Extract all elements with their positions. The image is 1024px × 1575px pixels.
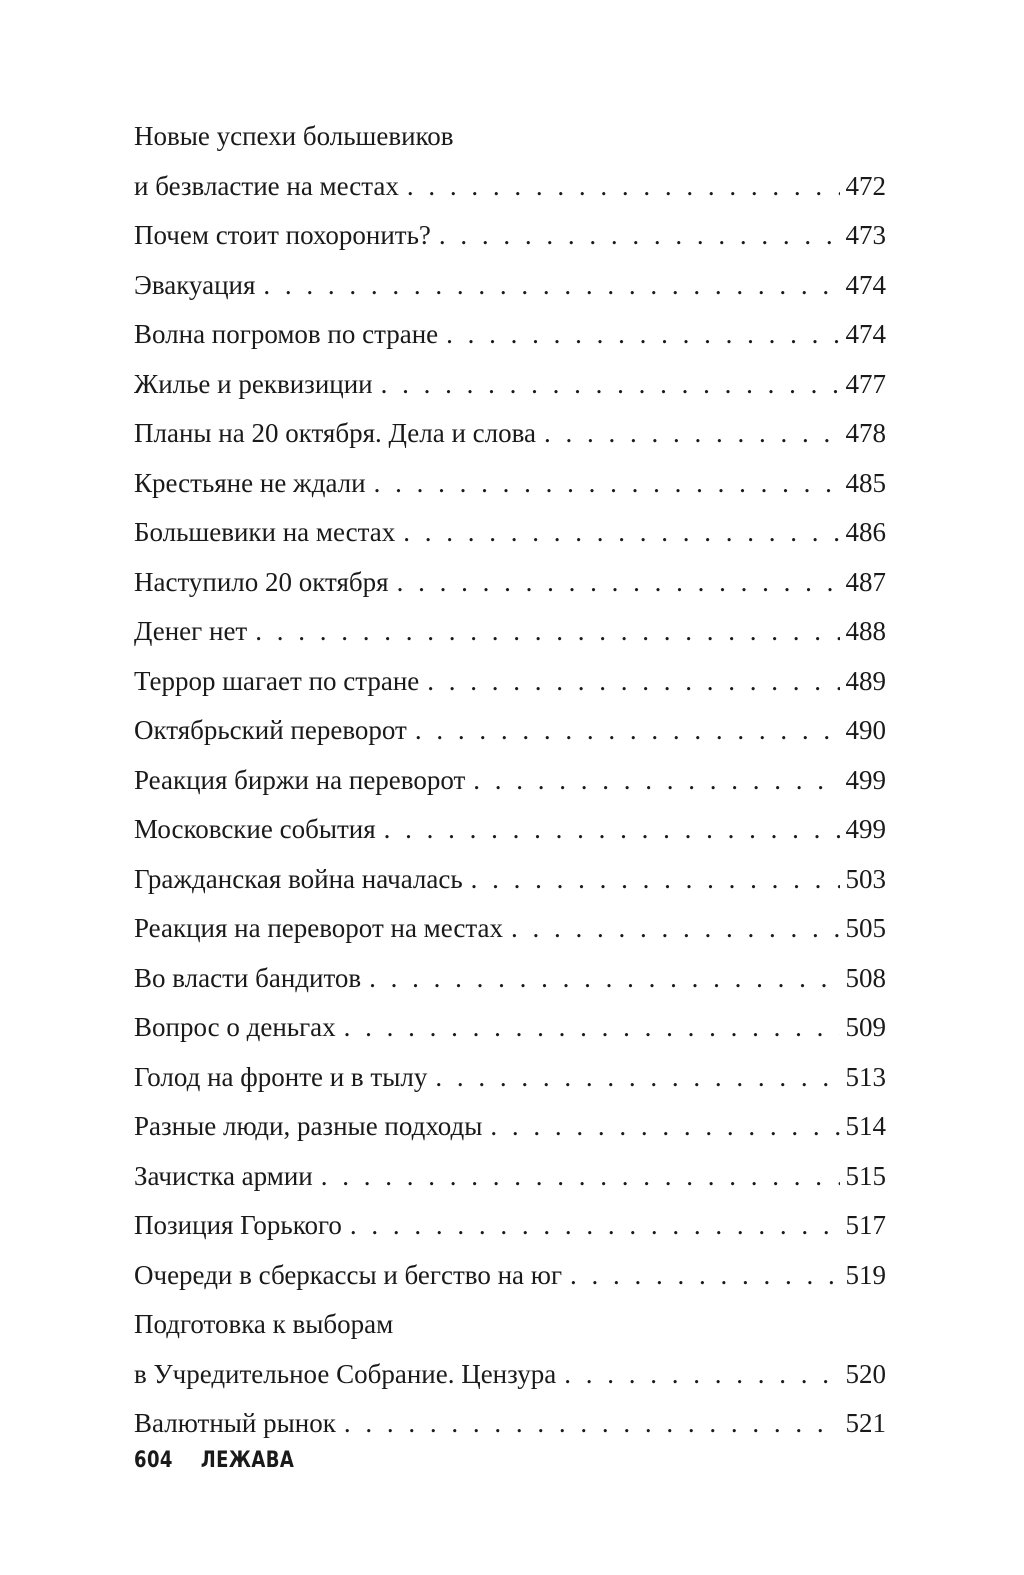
toc-entry	[134, 1102, 886, 1152]
toc-entry-line	[134, 756, 886, 806]
toc-entry-line	[134, 360, 886, 410]
toc-entry	[134, 855, 886, 905]
toc-entry-title: Позиция Горького	[134, 1210, 342, 1240]
toc-entry-page-number: 499	[845, 814, 886, 844]
toc-entry-title: Жилье и реквизиции	[134, 368, 373, 399]
toc-entry	[134, 1201, 886, 1251]
toc-entry-line	[134, 1152, 886, 1202]
toc-entry-title: Эвакуация	[134, 269, 256, 300]
dot-leader	[263, 261, 839, 311]
toc-entry-line	[134, 1053, 886, 1103]
toc-entry-page-number: 486	[845, 517, 886, 547]
dot-leader	[397, 558, 840, 608]
toc-entry-page-number: 515	[845, 1160, 886, 1191]
toc-entry-title: Очереди в сберкассы и бегство на юг	[134, 1259, 563, 1290]
toc-entry-page-number: 517	[845, 1210, 886, 1240]
dot-leader	[439, 211, 840, 261]
toc-entry	[134, 1251, 886, 1301]
toc-entry-page-number: 519	[845, 1259, 886, 1290]
toc-entry-title: Почем стоит похоронить?	[134, 220, 431, 250]
toc-entry-title: Московские события	[134, 814, 376, 844]
toc-entry-title: Разные люди, разные подходы	[134, 1111, 483, 1141]
dot-leader	[435, 1053, 839, 1103]
toc-entry-line	[134, 558, 886, 608]
toc-entry-title: Зачистка армии	[134, 1160, 313, 1191]
dot-leader	[369, 954, 839, 1004]
toc-entry-line	[134, 706, 886, 756]
toc-entry	[134, 805, 886, 855]
toc-entry-line	[134, 508, 886, 558]
toc-entry	[134, 211, 886, 261]
toc-entry	[134, 1003, 886, 1053]
toc-entry-line	[134, 805, 886, 855]
toc-entry-page-number: 472	[845, 170, 886, 201]
toc-entry-page-number: 474	[845, 269, 886, 300]
toc-entry-line	[134, 1003, 886, 1053]
page-footer	[134, 1448, 294, 1473]
toc-entry-title: Планы на 20 октября. Дела и слова	[134, 418, 536, 448]
toc-entry-title: в Учредительное Собрание. Цензура	[134, 1358, 557, 1389]
toc-entry-title: Реакция биржи на переворот	[134, 764, 466, 795]
toc-entry-line	[134, 310, 886, 360]
toc-entry-page-number: 509	[845, 1012, 886, 1042]
toc-entry-line	[134, 459, 886, 509]
dot-leader	[344, 1399, 840, 1449]
toc-entry	[134, 558, 886, 608]
toc-entry-title: Голод на фронте и в тылу	[134, 1061, 428, 1092]
dot-leader	[255, 607, 839, 657]
toc-entry-line	[134, 409, 886, 459]
toc-entry	[134, 112, 886, 211]
dot-leader	[415, 706, 840, 756]
dot-leader	[344, 1003, 840, 1053]
dot-leader	[381, 360, 840, 410]
toc-entry	[134, 261, 886, 311]
dot-leader	[374, 459, 840, 509]
toc-entry-title: Волна погромов по стране	[134, 319, 439, 349]
toc-entry-title: Октябрьский переворот	[134, 715, 407, 745]
toc-entry-line	[134, 1102, 886, 1152]
toc-entry-page-number: 505	[845, 913, 886, 943]
dot-leader	[544, 409, 840, 459]
toc-entry	[134, 607, 886, 657]
toc-entry	[134, 360, 886, 410]
footer-running-title: ЛЕЖАВА	[200, 1448, 295, 1473]
dot-leader	[407, 162, 840, 212]
dot-leader	[321, 1152, 840, 1202]
dot-leader	[473, 756, 839, 806]
dot-leader	[427, 657, 839, 707]
toc-entry-line	[134, 855, 886, 905]
dot-leader	[403, 508, 839, 558]
toc-entry-page-number: 473	[845, 220, 886, 250]
toc-entry	[134, 1300, 886, 1399]
toc-entry-page-number: 521	[845, 1408, 886, 1438]
toc-entry-page-number: 513	[845, 1061, 886, 1092]
dot-leader	[570, 1251, 839, 1301]
toc-entry-title: Новые успехи большевиков	[134, 121, 454, 151]
toc-entry-page-number: 477	[845, 368, 886, 399]
toc-entry-page-number: 485	[845, 467, 886, 498]
toc-entry-page-number: 489	[845, 665, 886, 696]
dot-leader	[384, 805, 840, 855]
dot-leader	[350, 1201, 840, 1251]
toc-entry-page-number: 503	[845, 863, 886, 894]
toc-entry	[134, 706, 886, 756]
toc-entry-title: Большевики на местах	[134, 517, 396, 547]
toc-entry-title: Реакция на переворот на местах	[134, 913, 504, 943]
toc-entry	[134, 310, 886, 360]
toc-entry-line	[134, 211, 886, 261]
dot-leader	[564, 1350, 839, 1400]
toc-entry-title: Валютный рынок	[134, 1408, 336, 1438]
toc-entry-page-number: 474	[845, 319, 886, 349]
toc-entry	[134, 508, 886, 558]
toc-entry-line	[134, 657, 886, 707]
toc-entry	[134, 459, 886, 509]
toc-entry	[134, 1399, 886, 1449]
toc-entry-page-number: 488	[845, 616, 886, 646]
toc-entry	[134, 756, 886, 806]
toc-entry-page-number: 490	[845, 715, 886, 745]
toc-entry-line	[134, 607, 886, 657]
toc-entry-title: и безвластие на местах	[134, 170, 399, 201]
toc-entry-line	[134, 1300, 886, 1350]
toc-entry-page-number: 499	[845, 764, 886, 795]
toc-entry	[134, 657, 886, 707]
toc-entry-title: Террор шагает по стране	[134, 665, 420, 696]
dot-leader	[490, 1102, 839, 1152]
toc-entry-page-number: 520	[845, 1358, 886, 1389]
dot-leader	[446, 310, 839, 360]
toc-entry	[134, 904, 886, 954]
toc-entry-line	[134, 954, 886, 1004]
table-of-contents	[134, 112, 886, 1449]
toc-entry-page-number: 478	[845, 418, 886, 448]
toc-entry-line	[134, 162, 886, 212]
toc-entry	[134, 954, 886, 1004]
toc-entry	[134, 409, 886, 459]
toc-entry-title: Вопрос о деньгах	[134, 1012, 336, 1042]
toc-entry-page-number: 508	[845, 962, 886, 993]
toc-entry	[134, 1053, 886, 1103]
toc-entry-line	[134, 1251, 886, 1301]
footer-page-number: 604	[134, 1448, 173, 1473]
toc-entry-line	[134, 261, 886, 311]
toc-entry-line	[134, 904, 886, 954]
toc-entry-line	[134, 1201, 886, 1251]
toc-entry-line	[134, 112, 886, 162]
toc-entry-line	[134, 1350, 886, 1400]
toc-entry-title: Крестьяне не ждали	[134, 467, 366, 498]
toc-entry-page-number: 487	[845, 566, 886, 597]
toc-entry-line	[134, 1399, 886, 1449]
toc-entry-title: Подготовка к выборам	[134, 1309, 394, 1339]
toc-entry-title: Гражданская война началась	[134, 863, 463, 894]
toc-entry-title: Во власти бандитов	[134, 962, 362, 993]
toc-entry	[134, 1152, 886, 1202]
dot-leader	[471, 855, 840, 905]
toc-entry-page-number: 514	[845, 1111, 886, 1141]
toc-entry-title: Наступило 20 октября	[134, 566, 389, 597]
toc-entry-title: Денег нет	[134, 616, 248, 646]
dot-leader	[511, 904, 839, 954]
